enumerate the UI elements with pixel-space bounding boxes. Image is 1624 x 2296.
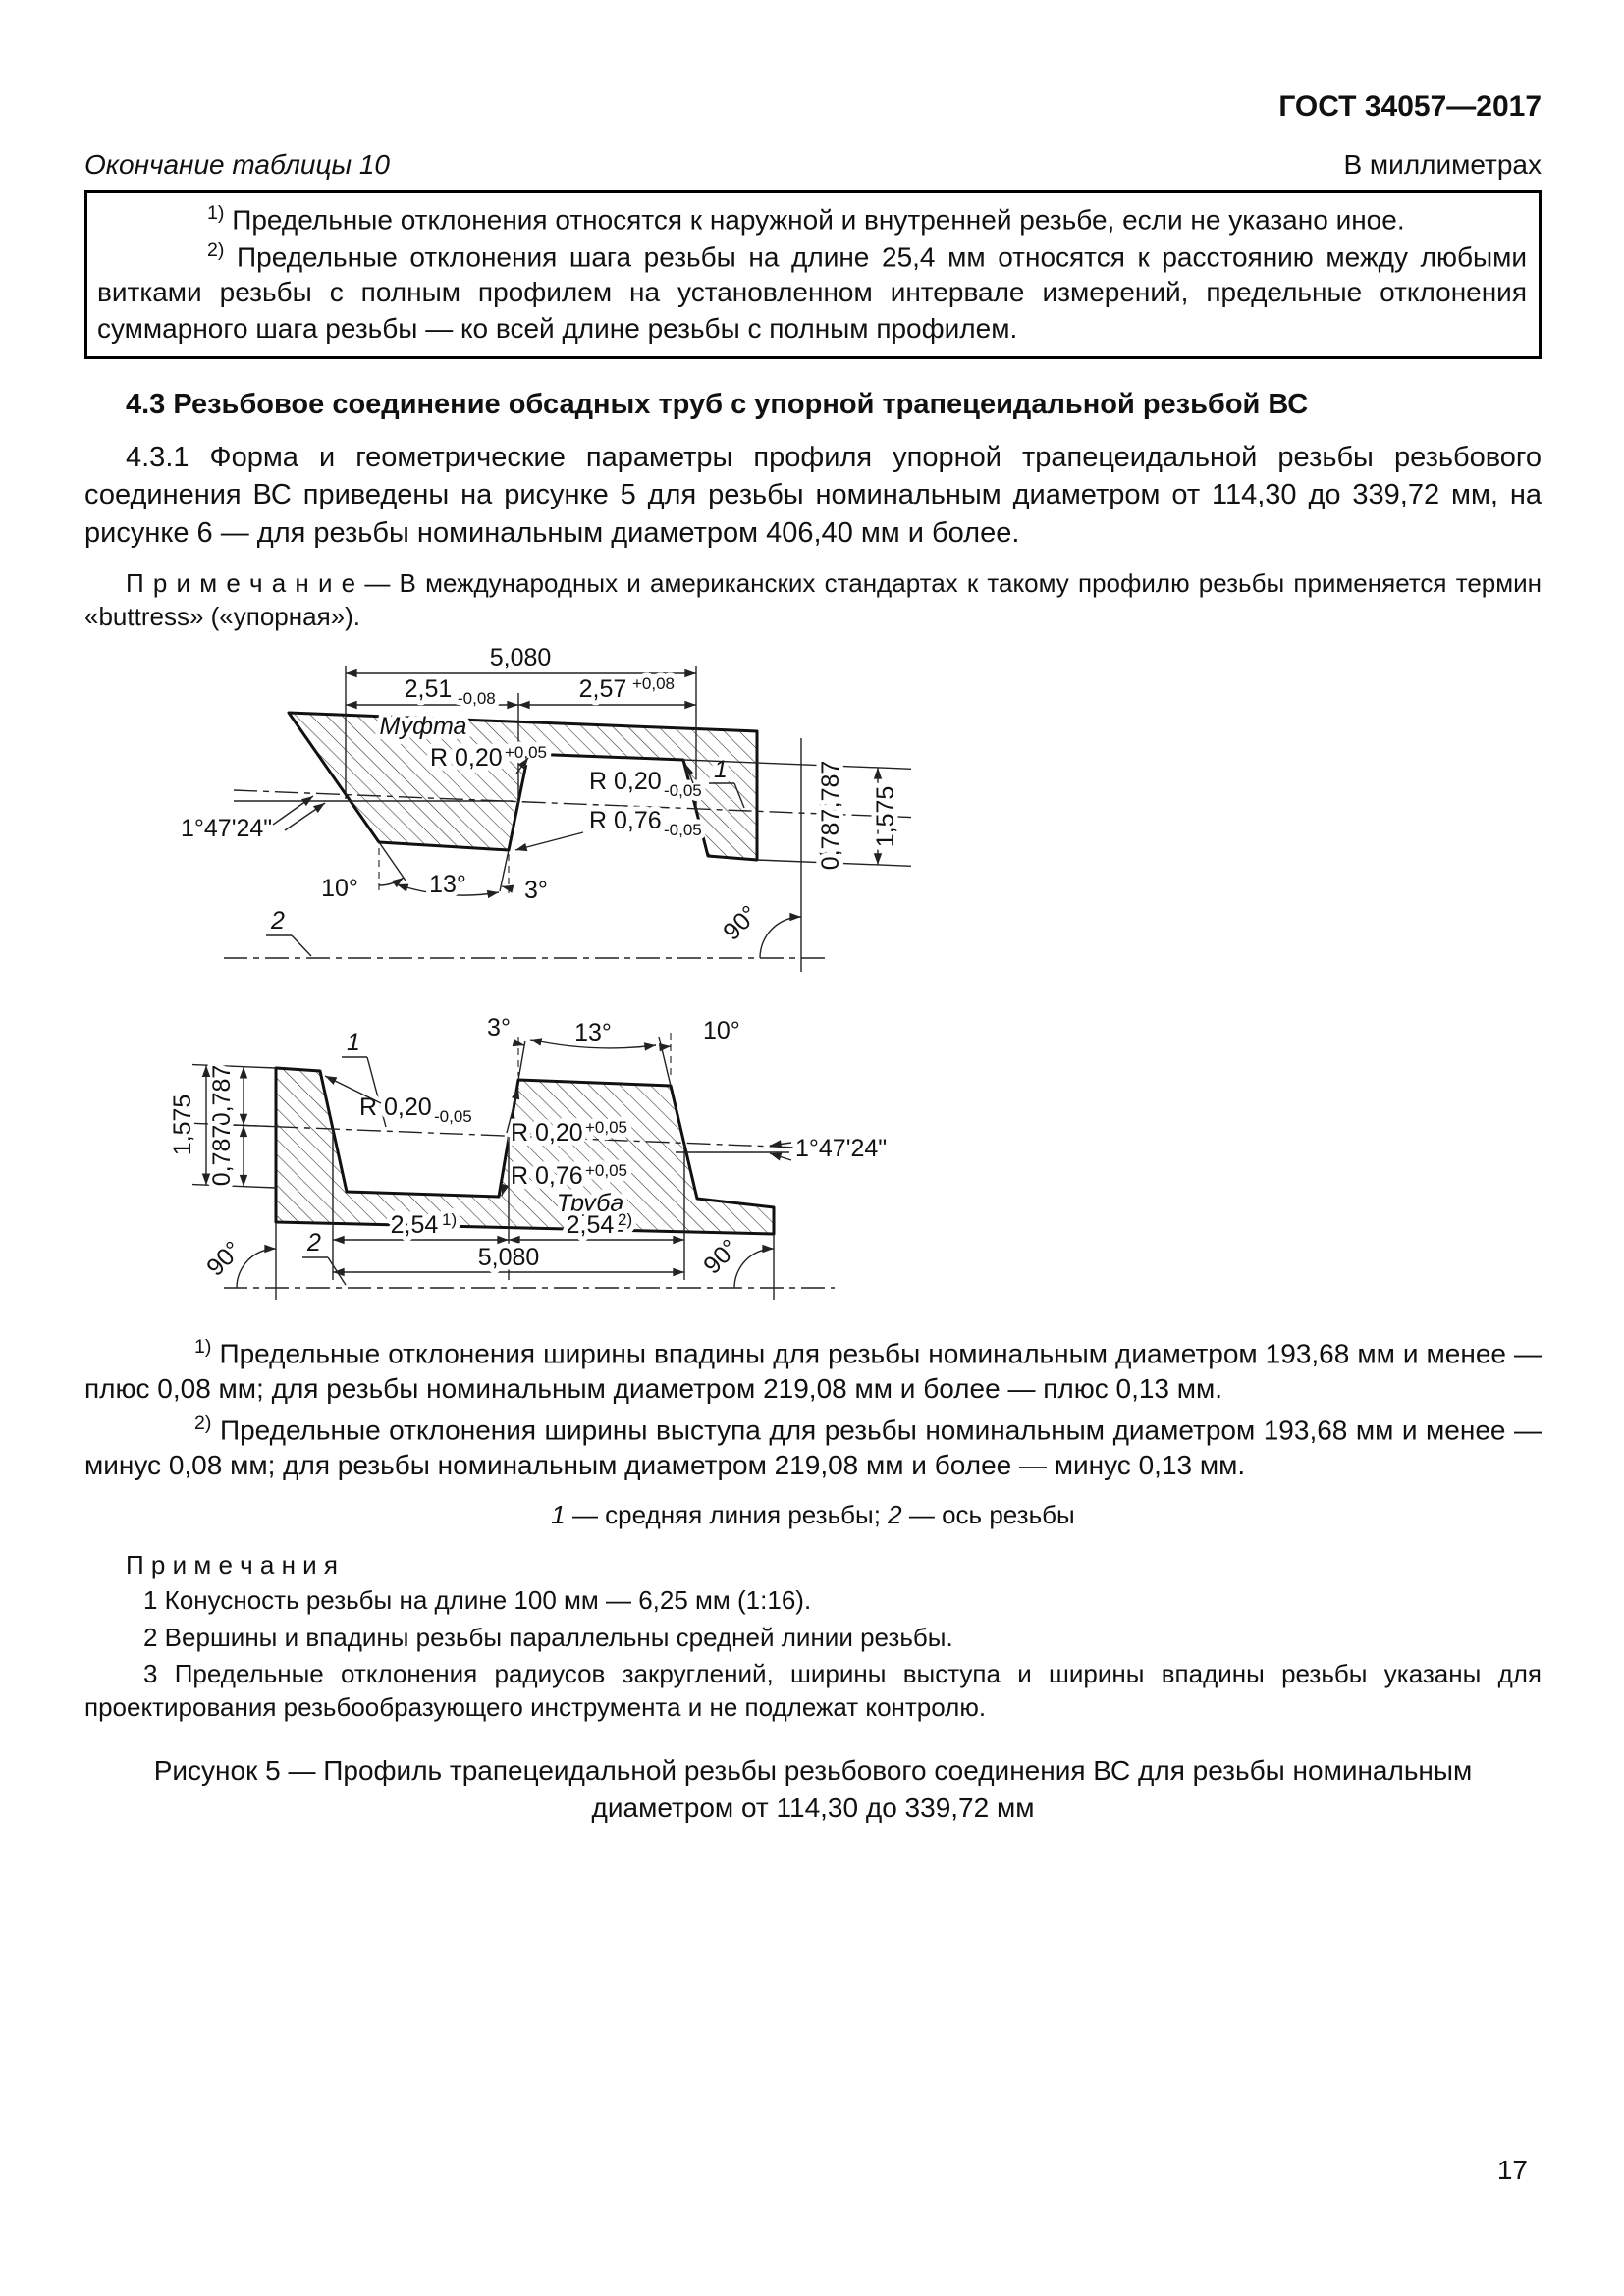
footnote-text: Предельные отклонения относятся к наружной и внутренней резьбе, если не указано иное. bbox=[224, 204, 1405, 236]
doc-number: ГОСТ 34057—2017 bbox=[1278, 90, 1542, 123]
leader-line bbox=[325, 1076, 381, 1103]
coupling-profile-drawing bbox=[181, 644, 911, 972]
table-continuation-label: Окончание таблицы 10 bbox=[84, 149, 390, 180]
dim-groove-width: 2,54 bbox=[390, 1210, 439, 1239]
angle-load-label: 3° bbox=[524, 876, 548, 904]
note-paragraph bbox=[84, 567, 1542, 634]
pipe-label: Труба bbox=[556, 1189, 624, 1217]
figure-legend bbox=[84, 1500, 1542, 1530]
dim-tooth-width: 2,51 bbox=[404, 674, 453, 703]
dim-groove-width-sup: 1) bbox=[442, 1209, 458, 1229]
leader-line bbox=[328, 1257, 346, 1285]
radius-crest1-tol: +0,05 bbox=[505, 742, 548, 762]
figure-caption: Рисунок 5 — Профиль трапецеидальной резьбы резьбового соединения ВС для резьбы номинальным диаметром от 114,30 до 339,72 мм bbox=[153, 1755, 1473, 1823]
page-number: 17 bbox=[1496, 2155, 1528, 2185]
dim-height-total: 1,575 bbox=[872, 785, 899, 847]
angle-arc bbox=[379, 878, 404, 885]
callout-midline: 1 bbox=[714, 755, 728, 783]
table-footnotes-box bbox=[84, 190, 1542, 359]
note-item-2: 2 Вершины и впадины резьбы параллельны средней линии резьбы. bbox=[143, 1622, 953, 1652]
flank-extension bbox=[659, 1037, 671, 1086]
flank-extension bbox=[500, 850, 509, 891]
paragraph-4-3-1: 4.3.1 Форма и геометрические параметры профиля упорной трапецеидальной резьбы резьбового соединения ВС приведены на рисунке 5 для резьбы номинальным диаметром от 114,30 до 339,72 мм, на рисунке 6 — для резьбы номинальным диаметром 406,40 мм и более. bbox=[84, 442, 1542, 549]
units-label: В миллиметрах bbox=[1343, 149, 1542, 180]
radius-root-tol: +0,05 bbox=[585, 1160, 628, 1180]
leader-line bbox=[285, 803, 325, 830]
table-footnote-1 bbox=[97, 201, 1527, 239]
note-text: — В международных и американских стандартах к такому профилю резьбы применяется термин «buttress» («упорная»). bbox=[84, 568, 1542, 631]
footnote-marker: 1) bbox=[207, 202, 225, 224]
taper-angle-label: 1°47'24" bbox=[181, 814, 273, 842]
legend-text-1: — средняя линия резьбы; bbox=[565, 1499, 889, 1529]
dim-height-upper: 0,787 bbox=[208, 1064, 236, 1126]
radius-crest2-tol: +0,05 bbox=[585, 1117, 628, 1137]
angle-90-left-label: 90° bbox=[201, 1235, 247, 1282]
footnote-text: Предельные отклонения шага резьбы на длине 25,4 мм относятся к расстоянию между любыми витками резьбы с полным профилем на установленном интервале измерений, предельные отклонения суммарного шага резьбы — ко всей длине резьбы с полным профилем. bbox=[97, 241, 1527, 344]
notes-label: П р и м е ч а н и я bbox=[126, 1549, 338, 1579]
footnote-marker: 2) bbox=[194, 1412, 212, 1434]
callout-axis: 2 bbox=[271, 906, 285, 934]
figure-footnote-1 bbox=[84, 1335, 1542, 1408]
leader-line bbox=[292, 935, 311, 956]
dim-groove-width: 2,57 bbox=[578, 674, 627, 703]
dim-tooth-width-sup: 2) bbox=[618, 1209, 633, 1229]
section-heading-4-3: 4.3 Резьбовое соединение обсадных труб с упорной трапецеидальной резьбой ВС bbox=[126, 389, 1309, 421]
footnote-marker: 1) bbox=[194, 1335, 212, 1358]
leader-line bbox=[515, 832, 583, 850]
radius-root-label: R 0,76 bbox=[589, 806, 662, 834]
note-item-1: 1 Конусность резьбы на длине 100 мм — 6,25 мм (1:16). bbox=[143, 1584, 812, 1615]
flank-extension bbox=[379, 842, 406, 881]
legend-text-2: — ось резьбы bbox=[901, 1499, 1075, 1529]
table-footnote-2 bbox=[97, 239, 1527, 347]
legend-num-1: 1 bbox=[551, 1499, 566, 1529]
radius-crest1-tol: -0,05 bbox=[434, 1106, 472, 1126]
pipe-thread-section bbox=[276, 1068, 774, 1234]
dim-tooth-width: 2,54 bbox=[566, 1210, 615, 1239]
dim-groove-width-tol: +0,08 bbox=[632, 673, 676, 693]
dim-tooth-width-tol: -0,08 bbox=[458, 688, 496, 708]
angle-stab-label: 10° bbox=[321, 874, 358, 902]
meta-row bbox=[84, 149, 1542, 181]
angle-arc bbox=[662, 1046, 671, 1048]
note-item-3: 3 Предельные отклонения радиусов закруглений, ширины выступа и ширины впадины резьбы указаны для проектирования резьбообразующего инструмента и не подлежат контролю. bbox=[84, 1659, 1542, 1723]
taper-angle-label: 1°47'24" bbox=[795, 1134, 888, 1162]
footnote-text: Предельные отклонения ширины впадины для резьбы номинальным диаметром 193,68 мм и менее — плюс 0,08 мм; для резьбы номинальным диаметром 219,08 мм и более — плюс 0,13 мм. bbox=[84, 1337, 1542, 1405]
angle-90-right-label: 90° bbox=[698, 1233, 744, 1280]
leader-line bbox=[770, 1143, 791, 1146]
radius-crest2-tol: -0,05 bbox=[664, 780, 702, 800]
thread-middle-line bbox=[234, 790, 911, 818]
radius-crest2-label: R 0,20 bbox=[589, 767, 662, 795]
pipe-profile-drawing bbox=[169, 1014, 887, 1300]
callout-axis: 2 bbox=[307, 1228, 321, 1256]
angle-arc bbox=[502, 886, 509, 887]
radius-root-label: R 0,76 bbox=[511, 1161, 583, 1190]
figure-5-drawing bbox=[84, 644, 1542, 1331]
angle-90-label: 90° bbox=[718, 899, 764, 946]
dim-height-total: 1,575 bbox=[169, 1094, 196, 1155]
radius-root-tol: -0,05 bbox=[664, 820, 702, 839]
radius-crest1-label: R 0,20 bbox=[430, 743, 503, 772]
thread-profile-diagram bbox=[84, 644, 1542, 1331]
dim-pitch-top: 5,080 bbox=[489, 643, 552, 671]
dim-height-lower: 0,787 bbox=[208, 1124, 236, 1186]
angle-arc bbox=[760, 917, 801, 958]
leader-line bbox=[770, 1153, 791, 1160]
radius-crest1-label: R 0,20 bbox=[359, 1093, 432, 1121]
flank-extension bbox=[518, 1041, 525, 1080]
angle-load-label: 3° bbox=[487, 1013, 511, 1041]
angle-stab-label: 10° bbox=[703, 1016, 740, 1044]
angle-arc bbox=[518, 1044, 524, 1045]
angle-included-label: 13° bbox=[574, 1018, 612, 1046]
footnote-text: Предельные отклонения ширины выступа для резьбы номинальным диаметром 193,68 мм и менее — минус 0,08 мм; для резьбы номинальным диаметром 219,08 мм и более — минус 0,13 мм. bbox=[84, 1415, 1542, 1481]
footnote-marker: 2) bbox=[207, 239, 225, 261]
dim-pitch-bottom: 5,080 bbox=[477, 1243, 540, 1271]
radius-crest2-label: R 0,20 bbox=[511, 1118, 583, 1147]
legend-num-2: 2 bbox=[888, 1499, 902, 1529]
figure-footnote-2 bbox=[84, 1412, 1542, 1484]
callout-midline: 1 bbox=[347, 1028, 360, 1056]
angle-included-label: 13° bbox=[429, 870, 466, 898]
coupling-label: Муфта bbox=[379, 712, 467, 740]
dim-height-lower: 0,787 bbox=[817, 808, 844, 870]
note-label: П р и м е ч а н и е bbox=[126, 568, 356, 599]
dim-height-upper: 0,787 bbox=[817, 760, 844, 822]
